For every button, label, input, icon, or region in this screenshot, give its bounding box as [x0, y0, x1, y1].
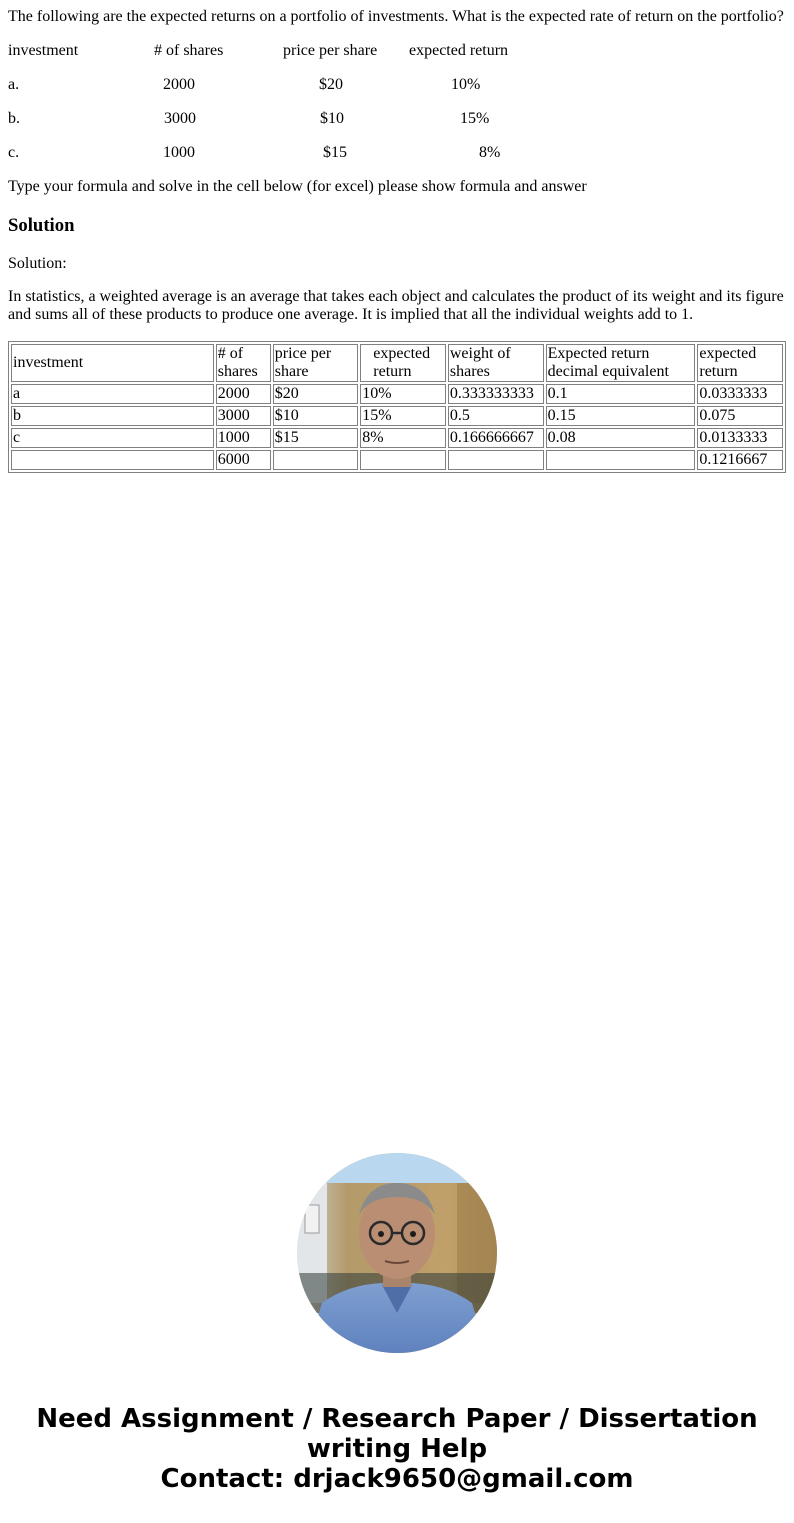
- promo-contact: Contact: drjack9650@gmail.com: [160, 1464, 634, 1494]
- row-label: a.: [8, 76, 20, 93]
- table-cell: 0.333333333: [448, 384, 544, 404]
- question-row-a: [8, 75, 786, 95]
- row-return: 8%: [479, 144, 501, 161]
- table-header-row: [11, 344, 783, 382]
- header-shares: # of shares: [154, 42, 224, 59]
- question-table-header: [8, 41, 786, 61]
- table-cell: [273, 450, 359, 470]
- table-header-cell: investment: [11, 344, 214, 382]
- solution-explanation: In statistics, a weighted average is an average that takes each object and calculates the product of its weight and its figure and sums all of these products to produce one average. It is implied that all the individual weights add to 1.: [8, 288, 784, 323]
- table-cell: 6000: [216, 450, 271, 470]
- table-cell: $15: [273, 428, 359, 448]
- table-cell: 0.1: [546, 384, 696, 404]
- solution-table: [8, 341, 786, 473]
- table-cell: a: [11, 384, 214, 404]
- table-cell: [546, 450, 696, 470]
- row-return: 15%: [460, 110, 490, 127]
- table-header-cell: expected return: [360, 344, 446, 382]
- row-label: b.: [8, 110, 20, 127]
- table-cell: 0.075: [697, 406, 783, 426]
- table-cell: 0.0333333: [697, 384, 783, 404]
- header-investment: investment: [8, 42, 79, 59]
- promo-line-2: writing Help: [306, 1434, 488, 1464]
- row-shares: 3000: [164, 110, 196, 127]
- row-price: $10: [320, 110, 344, 127]
- row-price: $15: [323, 144, 347, 161]
- table-cell: c: [11, 428, 214, 448]
- portrait-illustration: [297, 1153, 497, 1353]
- row-return: 10%: [451, 76, 481, 93]
- table-cell: 0.0133333: [697, 428, 783, 448]
- question-instruction: Type your formula and solve in the cell below (for excel) please show formula and answer: [8, 178, 587, 195]
- table-cell: 1000: [216, 428, 271, 448]
- header-expected-return: expected return: [409, 42, 509, 59]
- table-cell: 0.1216667: [697, 450, 783, 470]
- row-price: $20: [319, 76, 343, 93]
- table-cell: $20: [273, 384, 359, 404]
- table-cell: 0.166666667: [448, 428, 544, 448]
- solution-heading: Solution: [8, 215, 75, 236]
- table-header-cell: expected return: [697, 344, 783, 382]
- author-avatar: [297, 1153, 497, 1353]
- table-cell: 0.5: [448, 406, 544, 426]
- table-row: [11, 406, 783, 426]
- table-cell: 0.08: [546, 428, 696, 448]
- solution-label: Solution:: [8, 255, 67, 272]
- question-row-c: [8, 143, 786, 163]
- table-cell: b: [11, 406, 214, 426]
- table-total-row: [11, 450, 783, 470]
- table-cell: $10: [273, 406, 359, 426]
- table-cell: 3000: [216, 406, 271, 426]
- row-shares: 1000: [163, 144, 195, 161]
- question-intro: The following are the expected returns on a portfolio of investments. What is the expected rate of return on the portfolio?: [8, 8, 784, 25]
- table-cell: [360, 450, 446, 470]
- table-header-cell: weight of shares: [448, 344, 544, 382]
- table-header-cell: # of shares: [216, 344, 271, 382]
- table-cell: [448, 450, 544, 470]
- table-cell: 0.15: [546, 406, 696, 426]
- table-cell: 15%: [360, 406, 446, 426]
- row-shares: 2000: [163, 76, 195, 93]
- table-row: [11, 384, 783, 404]
- promo-line-1: Need Assignment / Research Paper / Dissertation: [36, 1404, 758, 1434]
- table-header-cell: price per share: [273, 344, 359, 382]
- table-cell: 2000: [216, 384, 271, 404]
- table-cell: [11, 450, 214, 470]
- table-cell: 10%: [360, 384, 446, 404]
- table-header-cell: Expected return decimal equivalent: [546, 344, 696, 382]
- header-price: price per share: [283, 42, 378, 59]
- table-row: [11, 428, 783, 448]
- question-row-b: [8, 109, 786, 129]
- table-cell: 8%: [360, 428, 446, 448]
- promo-banner: [0, 1404, 794, 1494]
- row-label: c.: [8, 144, 20, 161]
